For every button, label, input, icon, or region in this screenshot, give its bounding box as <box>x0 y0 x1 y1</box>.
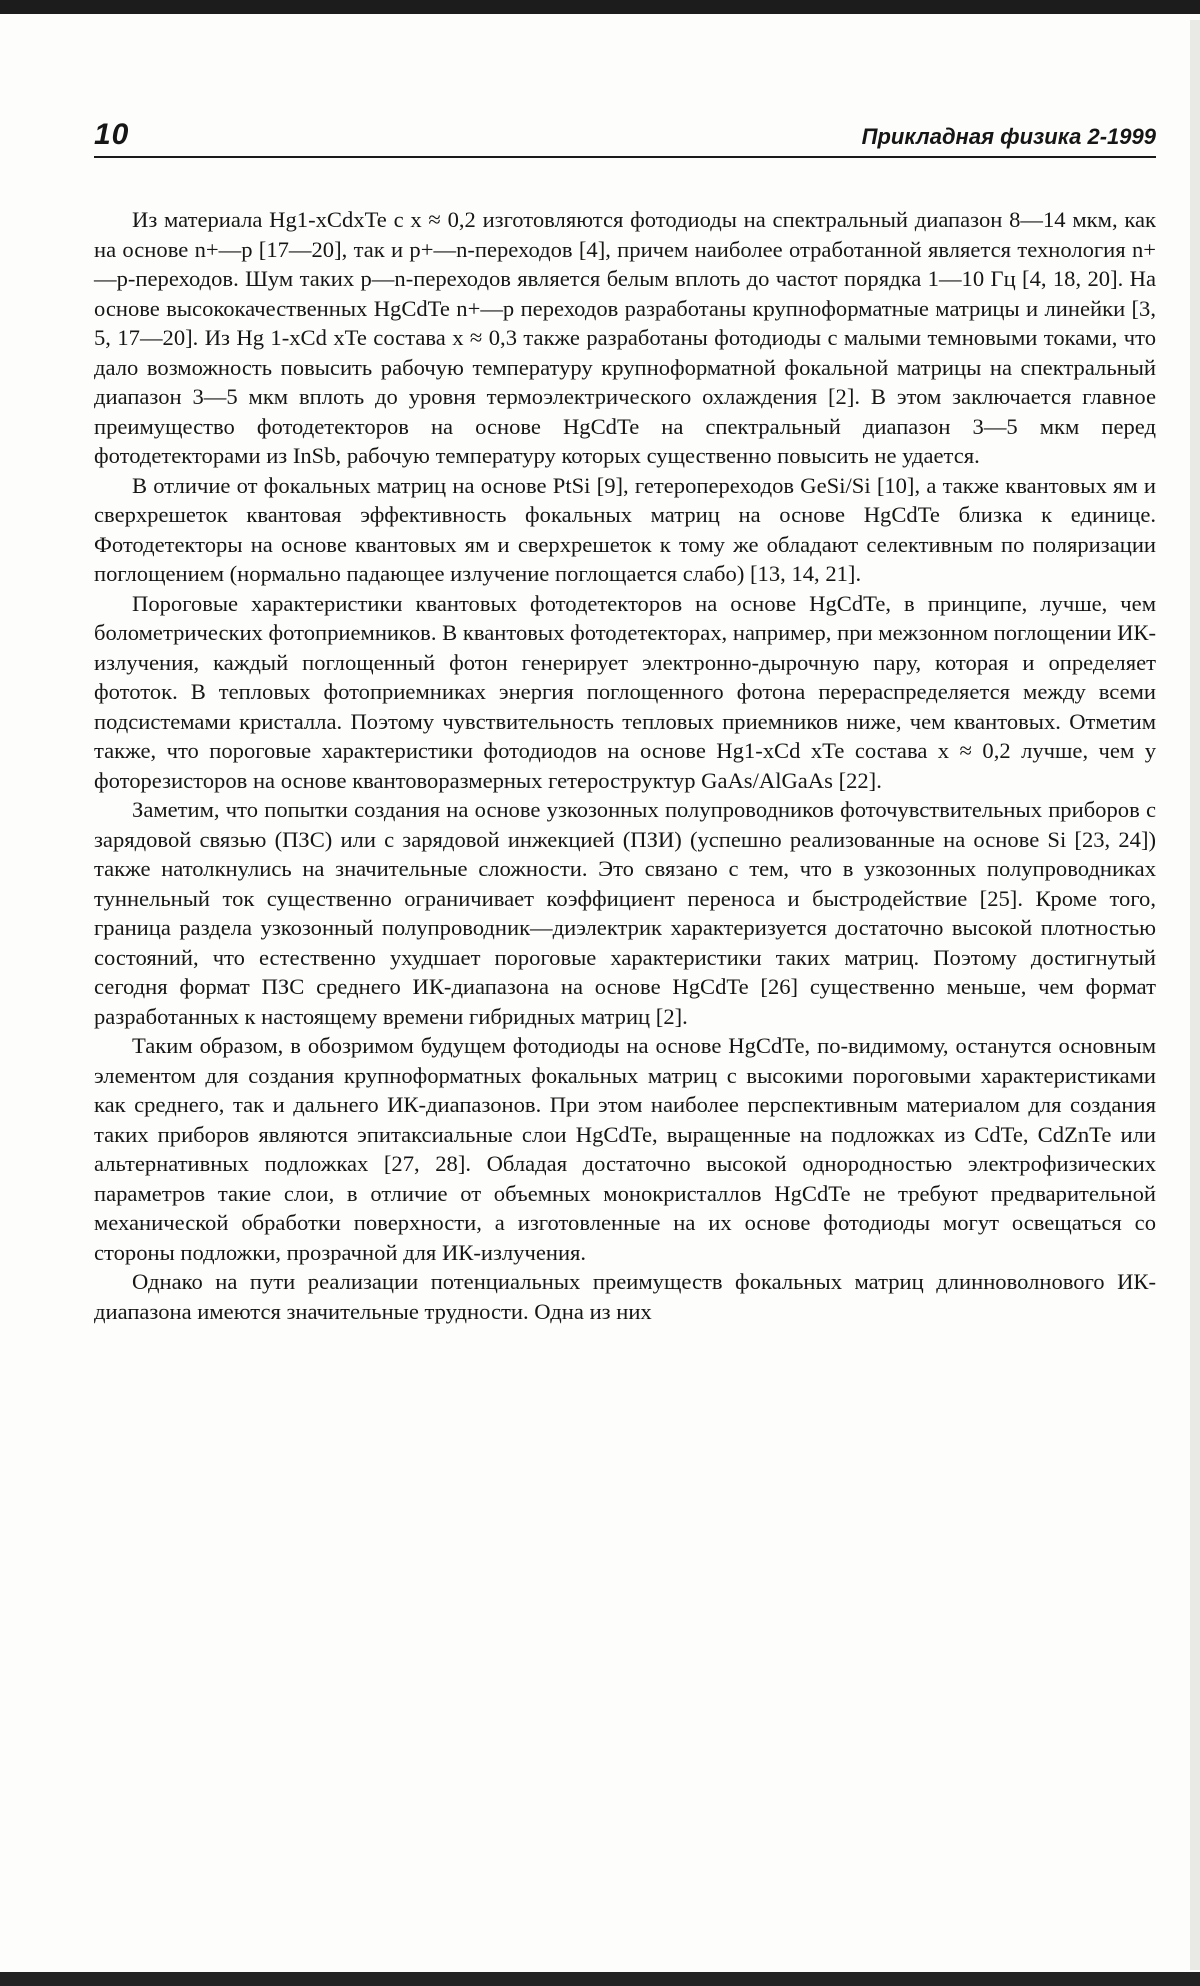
scan-bottom-border <box>0 1972 1200 1986</box>
paragraph-1: Из материала Hg1-xCdxTe с x ≈ 0,2 изготовляются фотодиоды на спектральный диапазон 8—14 мкм, как на основе n+—p [17—20], так и p+—n-переходов [4], причем наиболее отработанной является технология n+—p-переходов. Шум таких p—n-переходов является белым вплоть до частот порядка 1—10 Гц [4, 18, 20]. На основе высококачественных HgCdTe n+—p переходов разработаны крупноформатные матрицы и линейки [3, 5, 17—20]. Из Hg 1-xCd xTe состава x ≈ 0,3 также разработаны фотодиоды с малыми темновыми токами, что дало возможность повысить рабочую температуру крупноформатной фокальной матрицы на спектральный диапазон 3—5 мкм вплоть до уровня термоэлектрического охлаждения [2]. В этом заключается главное преимущество фотодетекторов на основе HgCdTe на спектральный диапазон 3—5 мкм перед фотодетекторами из InSb, рабочую температуру которых существенно повысить не удается. <box>94 207 1156 468</box>
paragraph-3: Пороговые характеристики квантовых фотодетекторов на основе HgCdTe, в принципе, лучше, чем болометрических фотоприемников. В квантовых фотодетекторах, например, при межзонном поглощении ИК-излучения, каждый поглощенный фотон генерирует электронно-дырочную пару, которая и определяет фототок. В тепловых фотоприемниках энергия поглощенного фотона перераспределяется между всеми подсистемами кристалла. Поэтому чувствительность тепловых приемников ниже, чем квантовых. Отметим также, что пороговые характеристики фотодиодов на основе Hg1-xCd xTe состава x ≈ 0,2 лучше, чем у фоторезисторов на основе квантоворазмерных гетероструктур GaAs/AlGaAs [22]. <box>94 590 1156 793</box>
page-number: 10 <box>94 118 130 151</box>
paragraph-5: Таким образом, в обозримом будущем фотодиоды на основе HgCdTe, по-видимому, останутся основным элементом для создания крупноформатных фокальных матриц с высокими пороговыми характеристиками как среднего, так и дальнего ИК-диапазонов. При этом наиболее перспективным материалом для создания таких приборов являются эпитаксиальные слои HgCdTe, выращенные на подложках из CdTe, CdZnTe или альтернативных подложках [27, 28]. Обладая достаточно высокой однородностью электрофизических параметров такие слои, в отличие от объемных монокристаллов HgCdTe не требуют предварительной механической обработки поверхности, а изготовленные на их основе фотодиоды могут освещаться со стороны подложки, прозрачной для ИК-излучения. <box>94 1033 1156 1265</box>
scan-right-edge <box>1190 20 1200 1970</box>
article-body <box>94 205 1156 1326</box>
paragraph-2: В отличие от фокальных матриц на основе PtSi [9], гетеропереходов GeSi/Si [10], а также квантовых ям и сверхрешеток квантовая эффективность фокальных матриц на основе HgCdTe близка к единице. Фотодетекторы на основе квантовых ям и сверхрешеток к тому же обладают селективным по поляризации поглощением (нормально падающее излучение поглощается слабо) [13, 14, 21]. <box>94 472 1156 586</box>
paragraph-4: Заметим, что попытки создания на основе узкозонных полупроводников фоточувствительных приборов с зарядовой связью (ПЗС) или с зарядовой инжекцией (ПЗИ) (успешно реализованные на основе Si [23, 24]) также натолкнулись на значительные сложности. Это связано с тем, что в узкозонных полупроводниках туннельный ток существенно ограничивает коэффициент переноса и быстродействие [25]. Кроме того, граница раздела узкозонный полупроводник—диэлектрик характеризуется достаточно высокой плотностью состояний, что естественно ухудшает пороговые характеристики таких матриц. Поэтому достигнутый сегодня формат ПЗС среднего ИК-диапазона на основе HgCdTe [26] существенно меньше, чем формат разработанных к настоящему времени гибридных матриц [2]. <box>94 797 1156 1029</box>
scan-top-border <box>0 0 1200 14</box>
journal-title: Прикладная физика 2-1999 <box>861 124 1156 149</box>
paragraph-6: Однако на пути реализации потенциальных преимуществ фокальных матриц длинноволнового ИК-диапазона имеются значительные трудности. Одна из них <box>94 1269 1156 1324</box>
page-header <box>94 112 1156 158</box>
